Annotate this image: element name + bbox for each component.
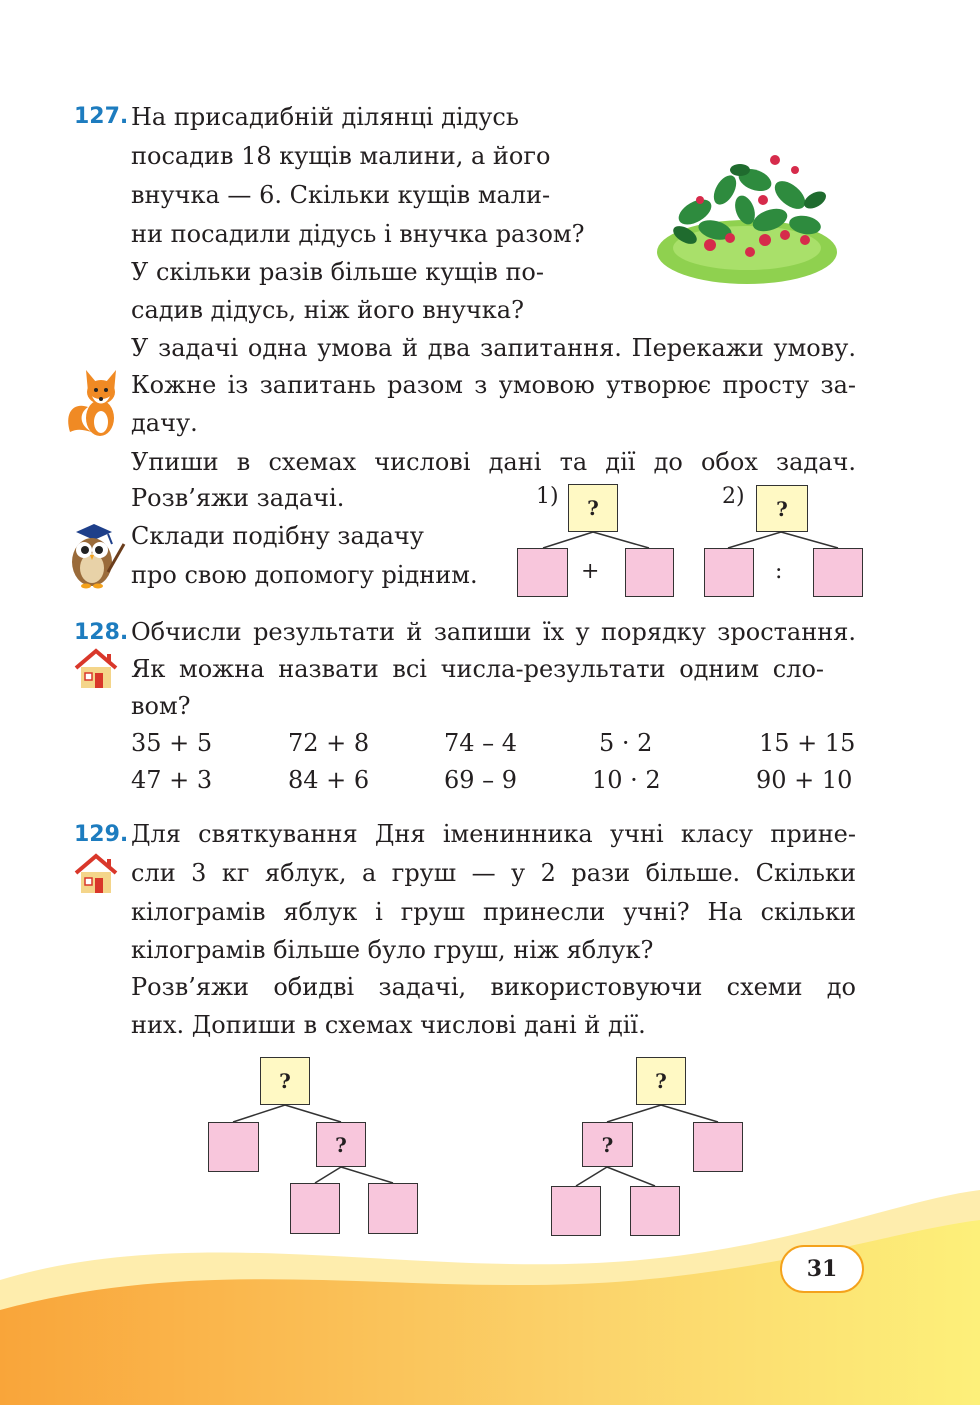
tree-a-bottom-right-box[interactable] bbox=[368, 1183, 418, 1234]
task-128-number: 128. bbox=[74, 620, 129, 645]
task-129-line: Для святкування Дня іменинника учні класу прине- bbox=[131, 820, 856, 848]
expression: 15 + 15 bbox=[759, 729, 856, 757]
scheme-1-left-box[interactable] bbox=[517, 548, 568, 597]
scheme-1-right-box[interactable] bbox=[625, 548, 674, 597]
task-127-line: про свою допомогу рідним. bbox=[131, 561, 478, 589]
tree-b-bottom-left-box[interactable] bbox=[551, 1186, 601, 1236]
scheme-2-left-box[interactable] bbox=[704, 548, 754, 597]
scheme-1-question-box[interactable]: ? bbox=[568, 484, 618, 532]
house-icon bbox=[73, 648, 119, 690]
task-129-line: сли 3 кг яблук, а груш — у 2 рази більше. Скільки bbox=[131, 859, 856, 887]
task-127-line: У скільки разів більше кущів по- bbox=[131, 258, 544, 286]
expression: 90 + 10 bbox=[756, 766, 853, 794]
task-129-line: них. Допиши в схемах числові дані й дії. bbox=[131, 1011, 646, 1039]
task-129-line: кілограмів яблук і груш принесли учні? На скільки bbox=[131, 898, 856, 926]
expression: 35 + 5 bbox=[131, 729, 213, 757]
expression: 47 + 3 bbox=[131, 766, 213, 794]
page-number: 31 bbox=[806, 1256, 838, 1282]
task-129-line: кілограмів більше було груш, ніж яблук? bbox=[131, 936, 654, 964]
scheme-2-label: 2) bbox=[722, 484, 745, 509]
scheme-1-operator: + bbox=[581, 559, 600, 584]
task-128-line: Обчисли результати й запиши їх у порядку зростання. bbox=[131, 618, 856, 646]
tree-a-top-question-box[interactable]: ? bbox=[260, 1057, 310, 1105]
tree-b-right-box[interactable] bbox=[693, 1122, 743, 1172]
tree-b-bottom-right-box[interactable] bbox=[630, 1186, 680, 1236]
task-127-line: дачу. bbox=[131, 409, 198, 437]
task-127-line: садив дідусь, ніж його внучка? bbox=[131, 296, 524, 324]
tree-b-top-question-box[interactable]: ? bbox=[636, 1057, 686, 1105]
expression: 5 · 2 bbox=[599, 729, 653, 757]
expression: 69 – 9 bbox=[444, 766, 518, 794]
task-128-line: вом? bbox=[131, 692, 191, 720]
page-number-badge bbox=[780, 1245, 864, 1293]
task-127-line: Кожне із запитань разом з умовою утворює просту за- bbox=[131, 371, 856, 399]
expression: 72 + 8 bbox=[288, 729, 370, 757]
task-127-line: Склади подібну задачу bbox=[131, 522, 424, 550]
expression: 84 + 6 bbox=[288, 766, 370, 794]
scheme-2-question-box[interactable]: ? bbox=[756, 485, 808, 532]
task-127-line: Упиши в схемах числові дані та дії до обох задач. bbox=[131, 448, 856, 476]
tree-a-middle-question-box[interactable]: ? bbox=[316, 1122, 366, 1167]
house-icon bbox=[73, 853, 119, 895]
task-127-number: 127. bbox=[74, 104, 129, 129]
task-127-line: посадив 18 кущів малини, а його bbox=[131, 142, 551, 170]
task-129-line: Розв’яжи обидві задачі, використовуючи схеми до bbox=[131, 973, 856, 1001]
task-127-line: На присадибній ділянці дідусь bbox=[131, 103, 519, 131]
scheme-2-right-box[interactable] bbox=[813, 548, 863, 597]
task-127-line: Розв’яжи задачі. bbox=[131, 484, 345, 512]
expression: 10 · 2 bbox=[592, 766, 661, 794]
scheme-1-label: 1) bbox=[536, 484, 559, 509]
task-127-line: ни посадили дідусь і внучка разом? bbox=[131, 220, 585, 248]
tree-a-bottom-left-box[interactable] bbox=[290, 1183, 340, 1234]
tree-a-left-box[interactable] bbox=[208, 1122, 259, 1172]
tree-b-middle-question-box[interactable]: ? bbox=[582, 1122, 633, 1167]
expression: 74 – 4 bbox=[444, 729, 518, 757]
task-129-number: 129. bbox=[74, 822, 129, 847]
scheme-2-operator: : bbox=[775, 559, 783, 584]
task-127-line: внучка — 6. Скільки кущів мали- bbox=[131, 181, 551, 209]
task-128-line: Як можна назвати всі числа-результати одним сло- bbox=[131, 655, 824, 683]
task-127-line: У задачі одна умова й два запитання. Перекажи умову. bbox=[131, 334, 856, 362]
